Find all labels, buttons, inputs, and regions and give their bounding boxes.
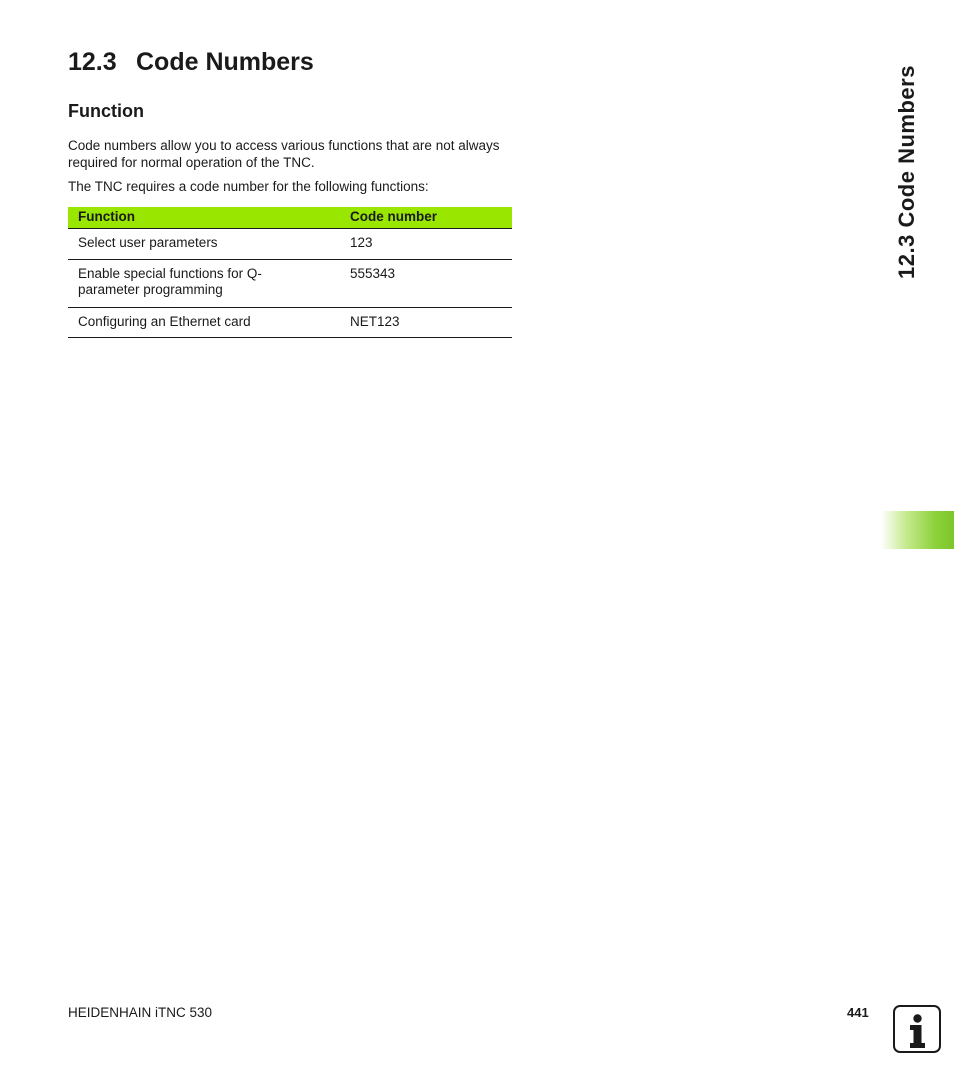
- subsection-heading: Function: [68, 101, 144, 121]
- table-row: [68, 259, 512, 307]
- side-chapter-title: 12.3 Code Numbers: [894, 65, 919, 279]
- section-number: 12.3: [68, 48, 117, 76]
- code-cell: 123: [340, 229, 512, 260]
- footer-product-name: HEIDENHAIN iTNC 530: [68, 1005, 213, 1020]
- table-row: [68, 229, 512, 260]
- section-title: Code Numbers: [136, 48, 314, 76]
- column-header-function: Function: [68, 207, 340, 229]
- info-i-glyph: [895, 1007, 939, 1051]
- code-cell: 555343: [340, 259, 512, 307]
- info-icon: [893, 1005, 941, 1053]
- function-cell: Enable special functions for Q-parameter programming: [68, 259, 340, 307]
- requirement-paragraph: The TNC requires a code number for the following functions:: [68, 179, 429, 194]
- page-title: [68, 46, 314, 78]
- chapter-tab-marker: [881, 511, 954, 549]
- code-number-table: [68, 207, 512, 338]
- table-row: [68, 307, 512, 338]
- table-header-row: [68, 207, 512, 229]
- code-cell: NET123: [340, 307, 512, 338]
- function-cell: Select user parameters: [68, 229, 340, 260]
- column-header-code-number: Code number: [340, 207, 512, 229]
- intro-paragraph: Code numbers allow you to access various functions that are not always required for normal operation of the TNC.: [68, 138, 500, 170]
- function-cell: Configuring an Ethernet card: [68, 307, 340, 338]
- page-number: 441: [847, 1005, 869, 1020]
